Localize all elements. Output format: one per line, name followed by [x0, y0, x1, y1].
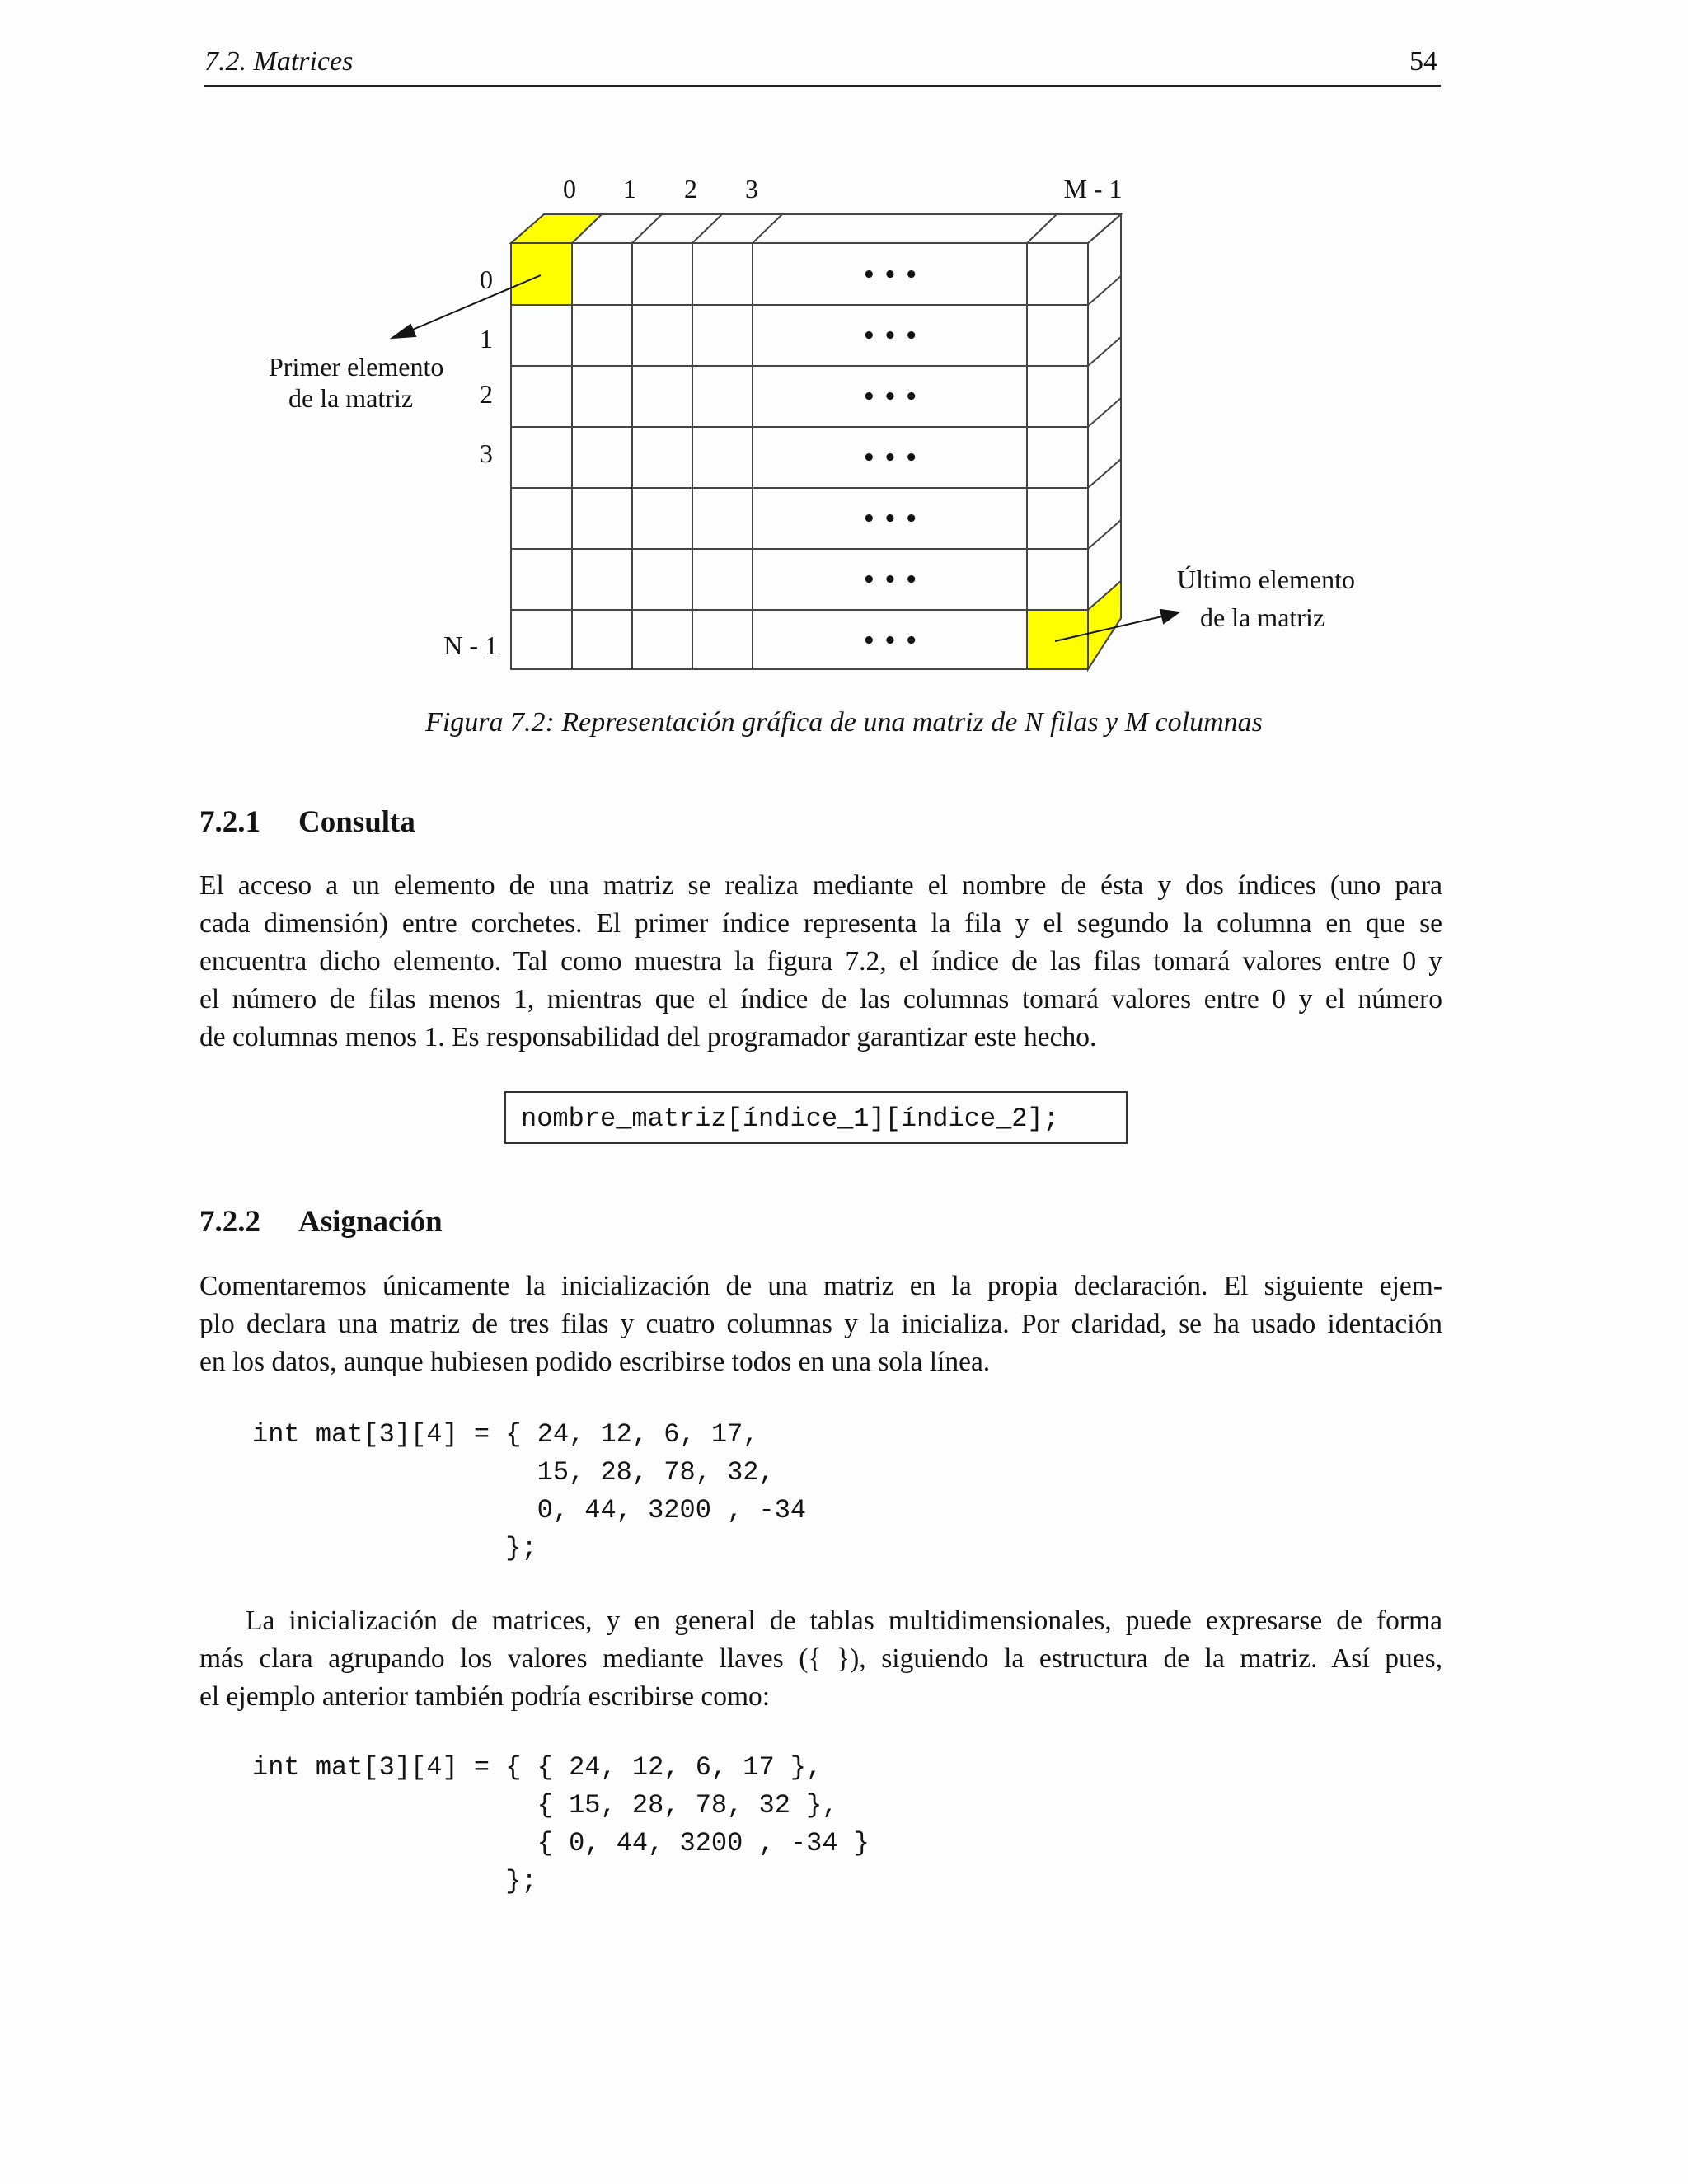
paragraph-line: plo declara una matriz de tres filas y cuatro columnas y la inicializa. Por claridad, se ha usado identación: [199, 1309, 1442, 1339]
row-label-1: 1: [480, 324, 493, 354]
arrow-head: [392, 325, 415, 338]
row-ellipsis: • • •: [862, 507, 918, 532]
last-element-label: Último elemento: [1177, 565, 1355, 594]
row-ellipsis: • • •: [862, 629, 918, 654]
paragraph-line: La inicialización de matrices, y en general de tablas multidimensionales, puede expresarse de forma: [246, 1605, 1442, 1636]
consulta-paragraph: [199, 867, 1442, 1057]
row-ellipsis: • • •: [862, 263, 918, 288]
col-label-1: 1: [623, 174, 636, 204]
last-element-cell: [1027, 610, 1088, 669]
row-ellipsis: • • •: [862, 568, 918, 593]
last-element-label-2: de la matriz: [1200, 602, 1325, 632]
paragraph-line: El acceso a un elemento de una matriz se realiza mediante el nombre de ésta y dos índices (uno para: [199, 870, 1442, 901]
col-label-last: M - 1: [1063, 174, 1123, 204]
section-number: 7.2.2: [199, 1205, 260, 1239]
row-ellipsis: • • •: [862, 385, 918, 410]
row-label-2: 2: [480, 379, 493, 409]
code-example-flat: int mat[3][4] = { 24, 12, 6, 17, 15, 28, 78, 32, 0, 44, 3200 , -34 };: [252, 1419, 807, 1563]
col-label-3: 3: [745, 174, 758, 204]
arrow-head: [1160, 610, 1179, 623]
first-element-label-2: de la matriz: [288, 383, 414, 413]
row-ellipsis: • • •: [862, 446, 918, 471]
page-number: 54: [1409, 46, 1437, 77]
row-ellipsis: • • •: [862, 324, 918, 349]
paragraph-line: más clara agrupando los valores mediante llaves ({ }), siguiendo la estructura de la matriz. Así pues,: [199, 1643, 1442, 1674]
running-header-title: 7.2. Matrices: [204, 46, 354, 77]
first-cell-top: [511, 214, 602, 243]
last-cell-side: [1088, 581, 1121, 669]
asignacion-paragraph: [199, 1268, 1442, 1381]
code-example-nested: int mat[3][4] = { { 24, 12, 6, 17 }, { 15, 28, 78, 32 }, { 0, 44, 3200 , -34 } };: [252, 1752, 870, 1896]
matrix-figure: [247, 165, 1401, 676]
paragraph-line: el ejemplo anterior también podría escribirse como:: [199, 1681, 771, 1712]
first-element-label: Primer elemento: [269, 352, 444, 382]
section-title: Asignación: [298, 1205, 443, 1239]
section-heading-consulta: [199, 804, 415, 840]
row-label-0: 0: [480, 265, 493, 294]
paragraph-line: Comentaremos únicamente la inicialización de una matriz en la propia declaración. El siguiente ejem-: [199, 1271, 1442, 1301]
paragraph-line: cada dimensión) entre corchetes. El primer índice representa la fila y el segundo la columna en que se: [199, 908, 1442, 939]
section-number: 7.2.1: [199, 805, 260, 839]
section-title: Consulta: [298, 805, 415, 839]
col-label-0: 0: [563, 174, 576, 204]
paragraph-line: de columnas menos 1. Es responsabilidad del programador garantizar este hecho.: [199, 1022, 1097, 1052]
row-label-3: 3: [480, 438, 493, 468]
section-heading-asignacion: [199, 1204, 443, 1240]
braces-paragraph: [199, 1602, 1442, 1716]
col-label-2: 2: [684, 174, 697, 204]
paragraph-line: el número de filas menos 1, mientras que el índice de las columnas tomará valores entre 0 y el número: [199, 984, 1442, 1015]
paragraph-line: encuentra dicho elemento. Tal como muestra la figura 7.2, el índice de las filas tomará valores entre 0 y: [199, 946, 1442, 977]
paragraph-line: en los datos, aunque hubiesen podido escribirse todos en una sola línea.: [199, 1347, 991, 1377]
syntax-box: nombre_matriz[índice_1][índice_2];: [504, 1091, 1128, 1144]
first-element-cell: [511, 243, 572, 305]
header-rule: [204, 85, 1441, 87]
matrix-grid: [511, 214, 1121, 669]
front-face-grid: [511, 243, 1088, 669]
row-label-last: N - 1: [443, 630, 498, 660]
figure-caption: Figura 7.2: Representación gráfica de una matriz de N filas y M columnas: [425, 707, 1263, 738]
